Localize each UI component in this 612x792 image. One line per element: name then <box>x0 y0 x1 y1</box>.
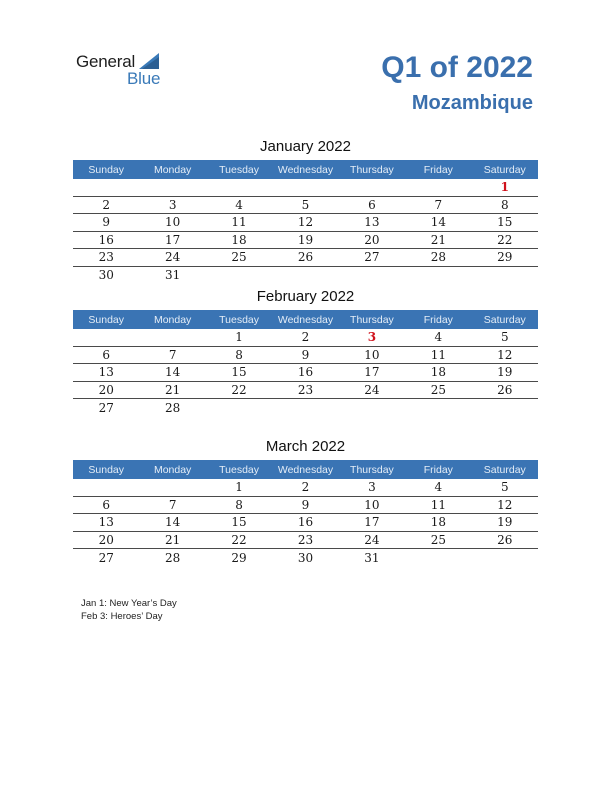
day-cell: 20 <box>364 232 380 247</box>
day-cell: 15 <box>231 515 247 530</box>
month-march <box>73 437 538 567</box>
calendar-grid <box>73 329 538 417</box>
generalblue-logo <box>76 52 176 88</box>
day-cell: 20 <box>98 532 114 547</box>
holiday-item: Feb 3: Heroes’ Day <box>81 611 163 622</box>
week-row <box>73 382 538 400</box>
weekday-sunday: Sunday <box>88 313 125 326</box>
day-cell: 13 <box>98 515 114 530</box>
day-cell: 27 <box>364 250 380 265</box>
logo-text-general: General <box>76 52 136 71</box>
day-cell: 29 <box>231 550 247 565</box>
day-cell: 13 <box>364 215 380 230</box>
week-row <box>73 267 538 285</box>
day-cell: 26 <box>297 250 314 265</box>
month-title: January 2022 <box>260 138 351 155</box>
week-row <box>73 329 538 347</box>
day-cell: 30 <box>98 268 114 283</box>
day-cell: 6 <box>102 347 111 362</box>
week-row <box>73 364 538 382</box>
day-cell: 7 <box>168 347 177 362</box>
day-cell: 15 <box>231 365 247 380</box>
day-cell: 20 <box>98 382 114 397</box>
day-cell: 7 <box>168 497 177 512</box>
week-row <box>73 399 538 417</box>
day-cell: 23 <box>98 250 114 265</box>
day-cell: 16 <box>297 365 314 380</box>
day-cell: 17 <box>364 515 380 530</box>
day-cell: 5 <box>500 330 509 345</box>
day-cell: 24 <box>364 532 380 547</box>
day-cell: 15 <box>497 215 513 230</box>
weekday-sunday: Sunday <box>88 163 125 176</box>
weekday-saturday: Saturday <box>483 163 526 176</box>
day-cell: 7 <box>434 197 443 212</box>
holiday-list <box>81 597 177 623</box>
weekday-thursday: Thursday <box>350 463 394 476</box>
day-cell: 18 <box>430 365 446 380</box>
day-cell: 1 <box>235 480 243 495</box>
day-cell: 9 <box>301 347 310 362</box>
month-february <box>73 287 538 417</box>
weekday-saturday: Saturday <box>483 463 526 476</box>
day-cell: 8 <box>235 497 243 512</box>
day-cell: 14 <box>164 515 181 530</box>
day-cell: 24 <box>364 382 380 397</box>
weekday-header <box>73 160 538 179</box>
day-cell: 2 <box>102 197 111 212</box>
country-title: Mozambique <box>411 92 533 114</box>
day-cell: 28 <box>430 250 446 265</box>
day-cell: 13 <box>98 365 114 380</box>
day-cell: 8 <box>235 347 243 362</box>
weekday-tuesday: Tuesday <box>219 163 259 176</box>
day-cell: 17 <box>164 232 181 247</box>
week-row <box>73 214 538 232</box>
day-cell: 4 <box>434 330 443 345</box>
day-cell: 10 <box>364 497 380 512</box>
day-cell: 2 <box>301 480 310 495</box>
day-cell: 22 <box>231 382 247 397</box>
holiday-day-cell: 3 <box>367 330 377 345</box>
logo-triangle-icon <box>139 53 159 69</box>
day-cell: 17 <box>364 365 380 380</box>
day-cell: 28 <box>164 550 181 565</box>
weekday-wednesday: Wednesday <box>277 163 334 176</box>
day-cell: 4 <box>434 480 443 495</box>
weekday-header <box>73 310 538 329</box>
day-cell: 25 <box>430 382 446 397</box>
day-cell: 11 <box>430 347 446 362</box>
weekday-saturday: Saturday <box>483 313 526 326</box>
week-row <box>73 232 538 250</box>
month-title: February 2022 <box>256 288 355 305</box>
day-cell: 16 <box>98 232 114 247</box>
day-cell: 14 <box>164 365 181 380</box>
day-cell: 1 <box>235 330 243 345</box>
weekday-tuesday: Tuesday <box>219 463 259 476</box>
week-row <box>73 179 538 197</box>
calendar-grid <box>73 179 538 284</box>
day-cell: 27 <box>98 550 114 565</box>
weekday-tuesday: Tuesday <box>219 313 259 326</box>
day-cell: 27 <box>98 400 114 415</box>
day-cell: 12 <box>297 215 314 230</box>
month-january <box>73 137 538 284</box>
day-cell: 23 <box>297 532 314 547</box>
weekday-wednesday: Wednesday <box>277 463 334 476</box>
day-cell: 25 <box>231 250 247 265</box>
day-cell: 22 <box>497 232 513 247</box>
day-cell: 4 <box>235 197 243 212</box>
week-row <box>73 549 538 567</box>
week-row <box>73 497 538 515</box>
weekday-thursday: Thursday <box>350 163 394 176</box>
week-row <box>73 197 538 215</box>
day-cell: 21 <box>164 532 181 547</box>
day-cell: 26 <box>497 382 513 397</box>
day-cell: 6 <box>368 197 376 212</box>
day-cell: 16 <box>297 515 314 530</box>
weekday-monday: Monday <box>153 163 192 176</box>
day-cell: 5 <box>500 480 509 495</box>
week-row <box>73 347 538 365</box>
week-row <box>73 479 538 497</box>
day-cell: 9 <box>301 497 310 512</box>
weekday-wednesday: Wednesday <box>277 313 334 326</box>
week-row <box>73 514 538 532</box>
day-cell: 23 <box>297 382 314 397</box>
day-cell: 11 <box>231 215 247 230</box>
day-cell: 25 <box>430 532 446 547</box>
day-cell: 31 <box>164 268 181 283</box>
day-cell: 2 <box>301 330 310 345</box>
weekday-thursday: Thursday <box>350 313 394 326</box>
weekday-monday: Monday <box>153 313 192 326</box>
quarter-title: Q1 of 2022 <box>381 51 533 84</box>
holiday-day-cell: 1 <box>500 180 509 195</box>
day-cell: 24 <box>164 250 181 265</box>
day-cell: 10 <box>164 215 181 230</box>
day-cell: 19 <box>297 232 314 247</box>
logo-text-blue: Blue <box>127 69 161 88</box>
weekday-friday: Friday <box>423 463 453 476</box>
day-cell: 21 <box>164 382 181 397</box>
day-cell: 21 <box>430 232 446 247</box>
day-cell: 31 <box>364 550 380 565</box>
weekday-monday: Monday <box>153 463 192 476</box>
day-cell: 11 <box>430 497 446 512</box>
calendar-grid <box>73 479 538 567</box>
weekday-friday: Friday <box>423 163 453 176</box>
weekday-sunday: Sunday <box>88 463 125 476</box>
day-cell: 12 <box>497 497 513 512</box>
day-cell: 5 <box>301 197 310 212</box>
day-cell: 8 <box>500 197 509 212</box>
day-cell: 30 <box>297 550 314 565</box>
day-cell: 22 <box>231 532 247 547</box>
day-cell: 29 <box>497 250 513 265</box>
week-row <box>73 532 538 550</box>
weekday-header <box>73 460 538 479</box>
weekday-friday: Friday <box>423 313 453 326</box>
day-cell: 10 <box>364 347 380 362</box>
day-cell: 19 <box>497 515 513 530</box>
day-cell: 28 <box>164 400 181 415</box>
day-cell: 6 <box>102 497 111 512</box>
day-cell: 19 <box>497 365 513 380</box>
day-cell: 9 <box>102 215 111 230</box>
day-cell: 18 <box>430 515 446 530</box>
month-title: March 2022 <box>265 438 346 455</box>
holiday-item: Jan 1: New Year’s Day <box>81 598 177 609</box>
week-row <box>73 249 538 267</box>
day-cell: 14 <box>430 215 446 230</box>
day-cell: 26 <box>497 532 513 547</box>
day-cell: 3 <box>168 197 177 212</box>
day-cell: 3 <box>368 480 376 495</box>
day-cell: 12 <box>497 347 513 362</box>
day-cell: 18 <box>231 232 247 247</box>
